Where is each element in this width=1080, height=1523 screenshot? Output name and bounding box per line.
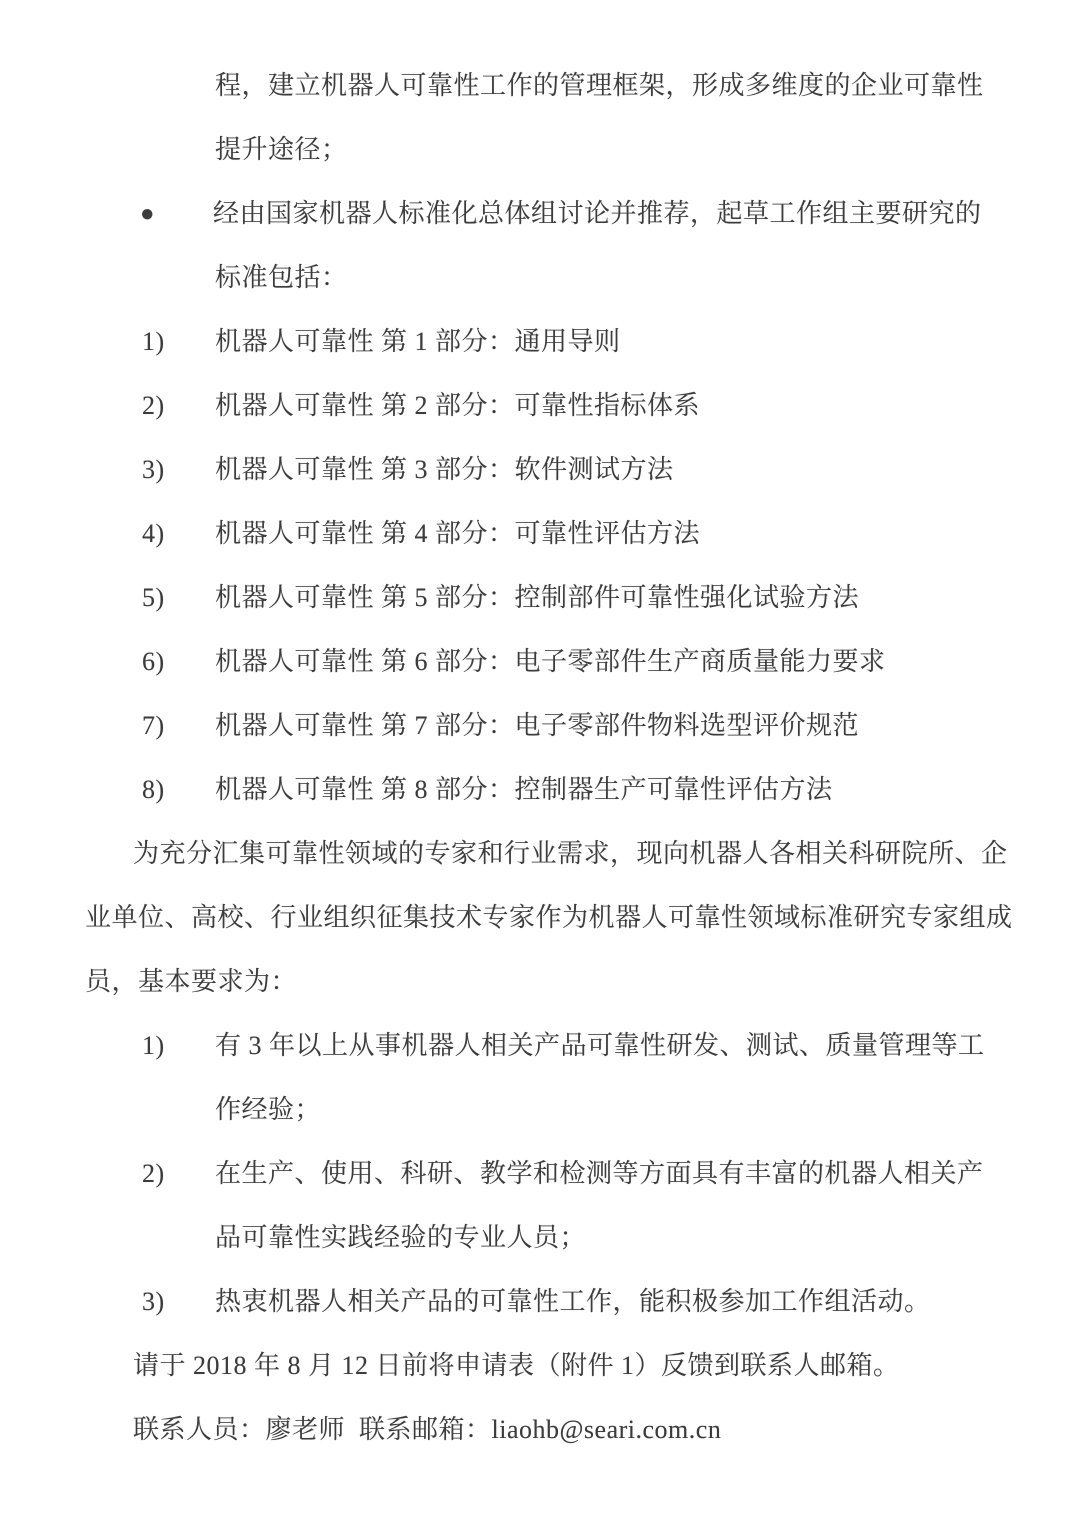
bullet-icon: ● <box>140 201 155 227</box>
continuation-paragraph-line-2: 提升途径； <box>215 135 348 164</box>
requirements-list-item <box>85 1270 955 1334</box>
list-number: 8) <box>142 775 165 804</box>
list-number: 3) <box>142 455 165 484</box>
list-number: 7) <box>142 711 165 740</box>
list-number: 2) <box>142 1159 165 1188</box>
list-number: 4) <box>142 519 165 548</box>
list-number: 5) <box>142 583 165 612</box>
contact-line: 联系人员：廖老师 联系邮箱：liaohb@seari.com.cn <box>133 1415 722 1444</box>
requirements-list-item-continuation: 作经验； <box>215 1095 322 1124</box>
list-number: 2) <box>142 391 165 420</box>
deadline-line: 请于 2018 年 8 月 12 日前将申请表（附件 1）反馈到联系人邮箱。 <box>133 1351 900 1380</box>
standards-list-item <box>85 438 955 502</box>
list-text: 机器人可靠性 第 8 部分：控制器生产可靠性评估方法 <box>215 775 833 804</box>
standards-list-item <box>85 758 955 822</box>
list-number: 6) <box>142 647 165 676</box>
list-text: 机器人可靠性 第 6 部分：电子零部件生产商质量能力要求 <box>215 647 886 676</box>
list-text: 机器人可靠性 第 7 部分：电子零部件物料选型评价规范 <box>215 711 860 740</box>
standards-list-item <box>85 374 955 438</box>
bullet-item <box>85 182 982 246</box>
list-text: 机器人可靠性 第 2 部分：可靠性指标体系 <box>215 391 701 420</box>
list-text: 热衷机器人相关产品的可靠性工作，能积极参加工作组活动。 <box>215 1287 931 1316</box>
list-text: 机器人可靠性 第 1 部分：通用导则 <box>215 327 621 356</box>
recruit-paragraph-line-1: 为充分汇集可靠性领域的专家和行业需求，现向机器人各相关科研院所、企 <box>133 839 1008 868</box>
list-text: 机器人可靠性 第 3 部分：软件测试方法 <box>215 455 674 484</box>
standards-list-item <box>85 566 955 630</box>
list-text: 机器人可靠性 第 5 部分：控制部件可靠性强化试验方法 <box>215 583 860 612</box>
recruit-paragraph-line-3: 员，基本要求为： <box>85 967 298 996</box>
recruit-paragraph-line-2: 业单位、高校、行业组织征集技术专家作为机器人可靠性领域标准研究专家组成 <box>85 903 1013 932</box>
requirements-list-item-continuation: 品可靠性实践经验的专业人员； <box>215 1223 587 1252</box>
requirements-list-item <box>85 1014 985 1078</box>
list-number: 3) <box>142 1287 165 1316</box>
list-text: 有 3 年以上从事机器人相关产品可靠性研发、测试、质量管理等工 <box>215 1031 985 1060</box>
standards-list-item <box>85 694 955 758</box>
list-number: 1) <box>142 1031 165 1060</box>
standards-list-item <box>85 630 955 694</box>
document-content <box>85 54 1013 1462</box>
standards-list-item <box>85 310 955 374</box>
standards-list-item <box>85 502 955 566</box>
list-text: 在生产、使用、科研、教学和检测等方面具有丰富的机器人相关产 <box>215 1159 984 1188</box>
list-number: 1) <box>142 327 165 356</box>
bullet-item-line-1: 经由国家机器人标准化总体组讨论并推荐，起草工作组主要研究的 <box>213 199 982 228</box>
continuation-paragraph-line-1: 程，建立机器人可靠性工作的管理框架，形成多维度的企业可靠性 <box>215 71 984 100</box>
bullet-item-line-2: 标准包括： <box>215 263 348 292</box>
list-text: 机器人可靠性 第 4 部分：可靠性评估方法 <box>215 519 701 548</box>
requirements-list-item <box>85 1142 984 1206</box>
